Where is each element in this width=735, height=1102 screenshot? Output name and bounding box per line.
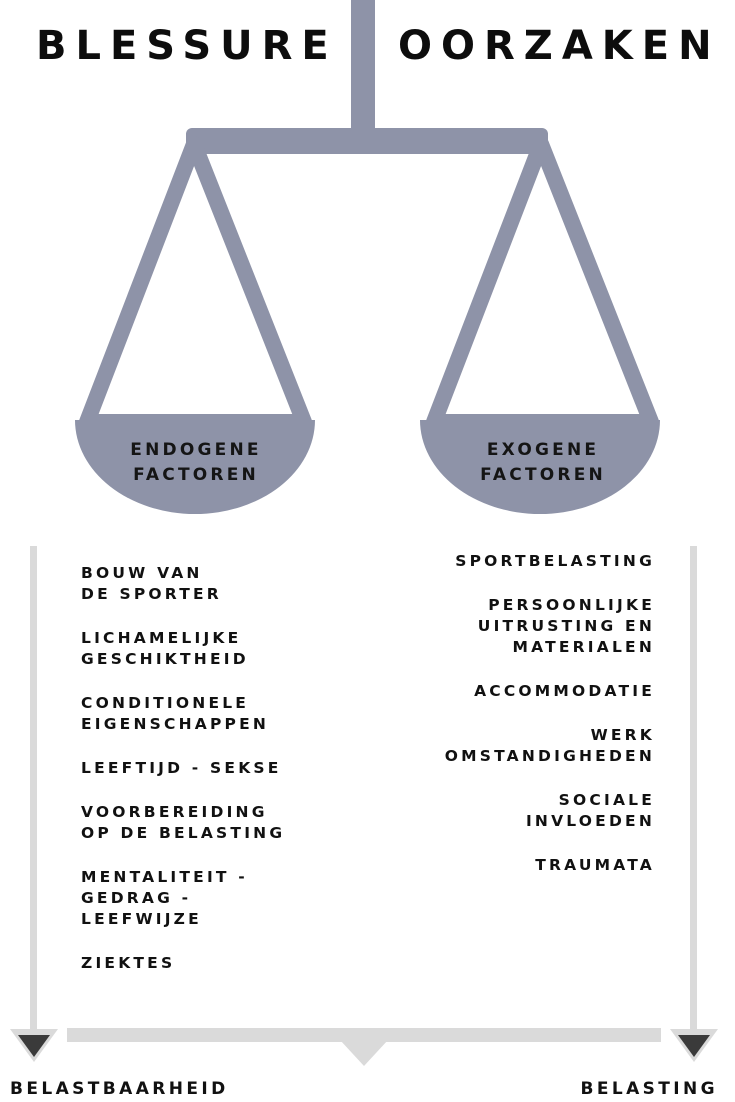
title-right: OORZAKEN [398,23,721,69]
left-pan-label [96,438,296,488]
list-item: TRAUMATA [535,856,655,874]
list-item: LEEFTIJD - SEKSE [81,759,282,777]
right-pan-label-line2: FACTOREN [480,465,606,485]
right-pan-strings [434,144,651,422]
list-item: ACCOMMODATIE [474,682,655,700]
list-item: VOORBEREIDING OP DE BELASTING [81,803,286,842]
bottom-label-belastbaarheid: BELASTBAARHEID [10,1079,229,1099]
list-item: MENTALITEIT - GEDRAG - LEEFWIJZE [81,868,248,928]
endogenous-factor-list [81,563,361,997]
exogenous-factor-list [335,551,655,899]
left-arrow-line [30,546,37,1036]
list-item: BOUW VAN DE SPORTER [81,564,222,603]
right-pan-label-line1: EXOGENE [486,440,600,460]
list-item: CONDITIONELE EIGENSCHAPPEN [81,694,270,733]
bottom-label-belasting: BELASTING [580,1079,718,1099]
list-item: SPORTBELASTING [455,552,655,570]
left-pan-label-line1: ENDOGENE [130,440,262,460]
left-pan-strings [87,144,304,422]
list-item: PERSOONLIJKE UITRUSTING EN MATERIALEN [477,596,655,656]
list-item: LICHAMELIJKE GESCHIKTHEID [81,629,249,668]
bottom-fulcrum-pointer [340,1040,388,1066]
scale-pillar [351,0,375,132]
list-item: SOCIALE INVLOEDEN [525,791,655,830]
right-pan-label [443,438,643,488]
bottom-fulcrum-bar [67,1028,661,1042]
list-item: ZIEKTES [81,954,176,972]
scale-beam [186,128,548,154]
left-pan-label-line2: FACTOREN [133,465,259,485]
title-left: BLESSURE [36,23,338,69]
right-arrow-line [690,546,697,1036]
list-item: WERK OMSTANDIGHEDEN [444,726,655,765]
